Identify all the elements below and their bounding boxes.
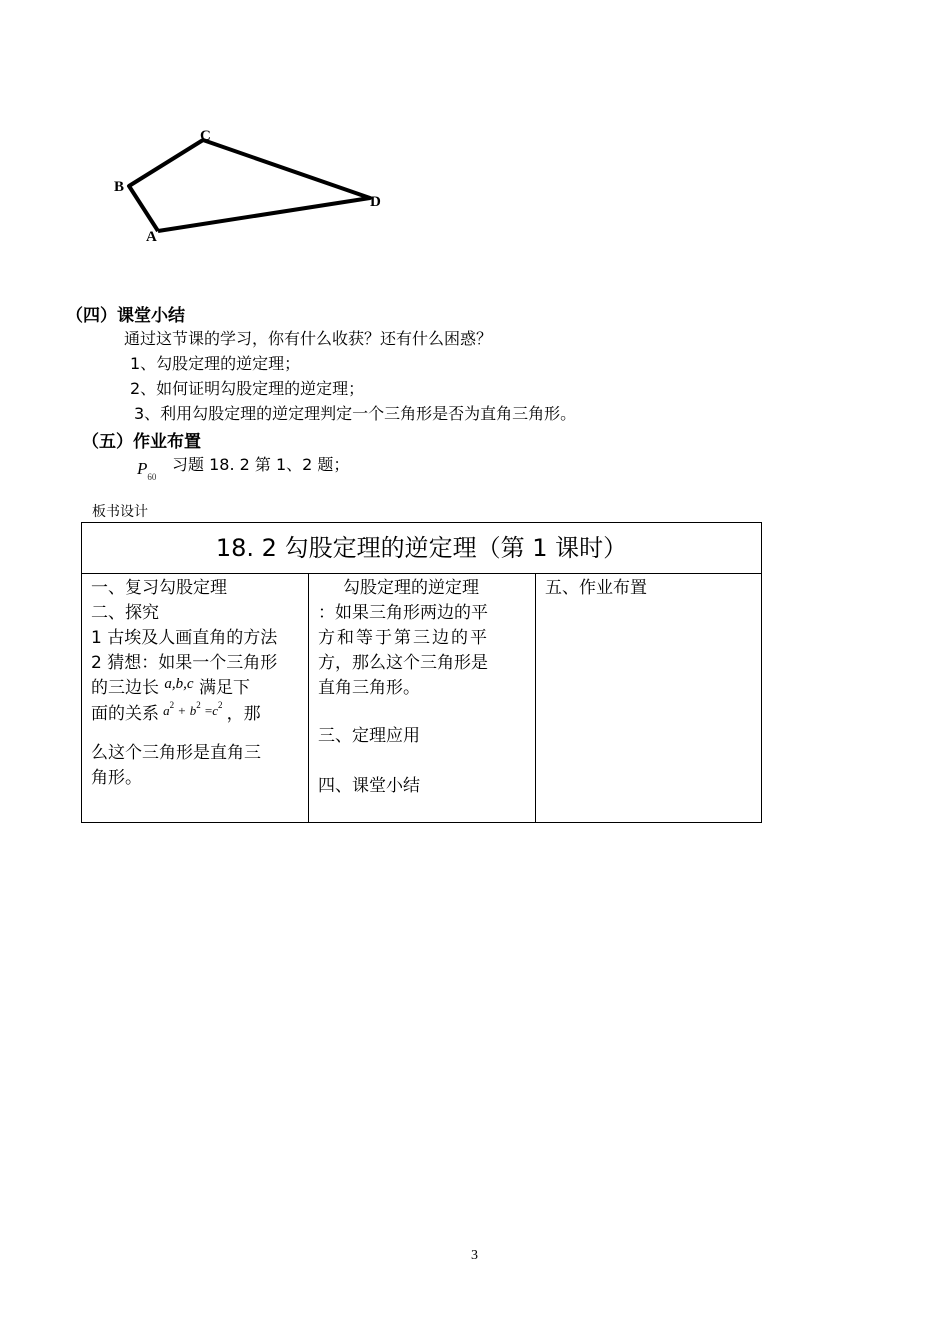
homework-heading: （五）作业布置	[82, 432, 201, 452]
quadrilateral-outline	[129, 140, 370, 231]
page-number: 3	[471, 1248, 478, 1263]
formula-a: a	[163, 703, 170, 718]
homework-page-ref	[137, 459, 157, 482]
formula-b: b	[189, 703, 197, 718]
summary-question: 通过这节课的学习，你有什么收获？还有什么困惑？	[124, 329, 493, 348]
col2-line-1: 勾股定理的逆定理	[343, 578, 479, 598]
col1-line-5-text-b: 满足下	[198, 678, 250, 698]
col1-line-4: 2 猜想：如果一个三角形	[91, 653, 278, 673]
vertex-label-c: C	[200, 128, 211, 144]
col2-line-5: 直角三角形。	[318, 678, 420, 698]
col1-line-6	[91, 702, 300, 729]
sides-math: a,b,c	[164, 676, 194, 692]
col1-line-3: 1 古埃及人画直角的方法	[91, 628, 278, 648]
col1-line-1: 一、复习勾股定理	[91, 578, 227, 598]
formula-exp-b: 2	[196, 700, 201, 710]
vertex-label-a: A	[146, 229, 157, 245]
quadrilateral-figure	[0, 0, 950, 300]
board-title: 18. 2 勾股定理的逆定理（第 1 课时）	[82, 523, 761, 574]
board-column-3	[536, 574, 761, 822]
board-design-table	[81, 522, 762, 823]
col3-line-1: 五、作业布置	[545, 578, 647, 598]
vertex-label-d: D	[370, 194, 381, 210]
col2-line-2: ：如果三角形两边的平	[318, 603, 488, 623]
col1-line-5-text-a: 的三边长	[91, 678, 159, 698]
formula-c: c	[212, 703, 219, 718]
col1-line-7: 么这个三角形是直角三	[91, 743, 261, 763]
col1-line-6-text-b: ，那	[226, 704, 261, 724]
homework-text: 习题 18. 2 第 1、2 题；	[172, 455, 350, 474]
vertex-label-b: B	[114, 179, 125, 195]
summary-item-1: 1、勾股定理的逆定理；	[130, 354, 301, 373]
col2-line-7: 四、课堂小结	[318, 776, 420, 796]
summary-item-3: 3、利用勾股定理的逆定理判定一个三角形是否为直角三角形。	[134, 404, 577, 423]
col1-line-6-text-a: 面的关系	[91, 704, 159, 724]
col1-line-5	[91, 676, 300, 702]
board-label: 板书设计	[92, 504, 148, 520]
summary-item-2: 2、如何证明勾股定理的逆定理；	[130, 379, 365, 398]
formula-exp-a: 2	[169, 700, 175, 710]
summary-heading: （四）课堂小结	[66, 306, 185, 326]
pythagorean-formula	[159, 700, 227, 719]
formula-exp-c: 2	[218, 700, 223, 710]
page-ref-base: P	[137, 459, 148, 478]
formula-equals: =	[204, 703, 213, 718]
formula-plus: +	[178, 703, 186, 718]
col1-line-2: 二、探究	[91, 603, 159, 623]
board-column-2	[309, 574, 536, 822]
col2-line-6: 三、定理应用	[318, 726, 420, 746]
col1-line-8: 角形。	[91, 768, 142, 788]
col2-line-3: 方和等于第三边的平	[318, 628, 489, 648]
board-column-1	[82, 574, 309, 822]
col2-line-4: 方，那么这个三角形是	[318, 653, 488, 673]
page-ref-sub: 60	[147, 472, 157, 482]
